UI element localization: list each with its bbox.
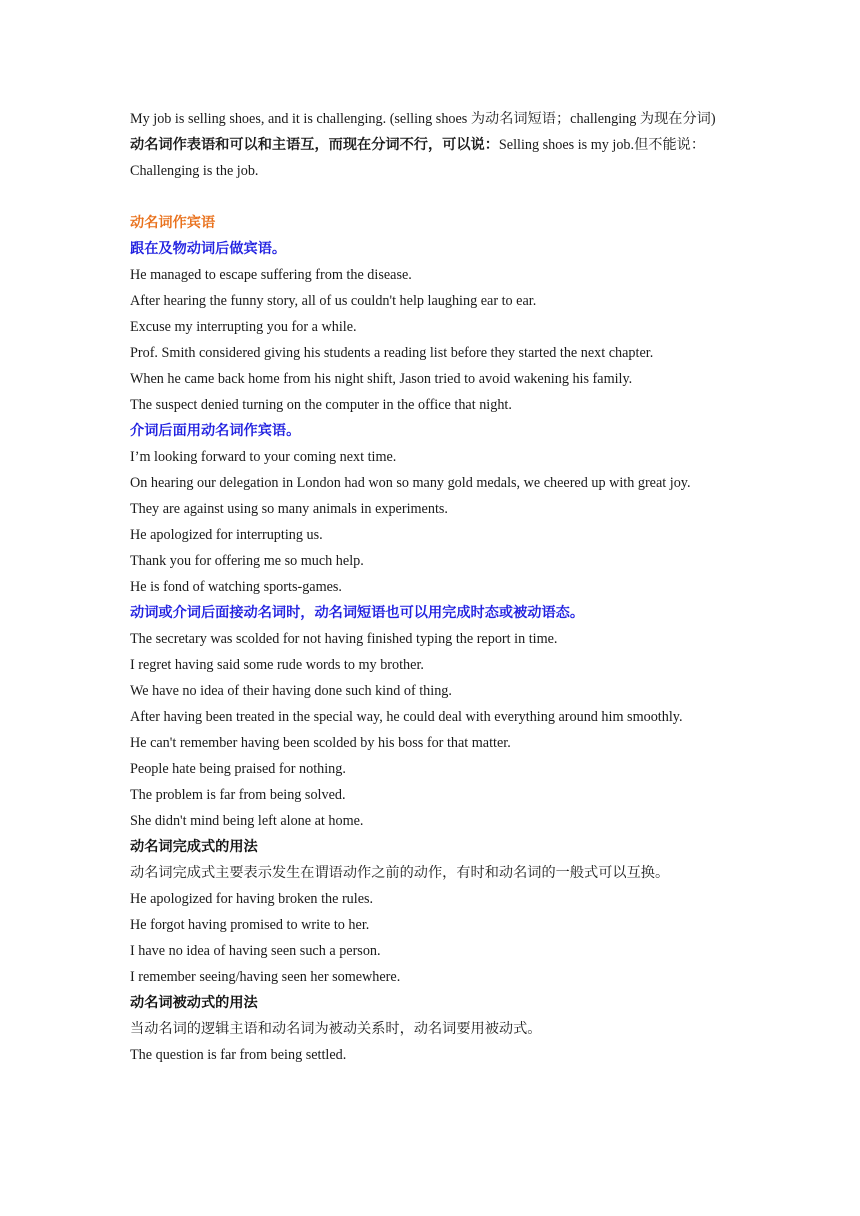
section-heading-object: 动名词作宾语 (130, 215, 216, 231)
example-sentence: I regret having said some rude words to my brother. (130, 657, 424, 673)
section-description-passive: 当动名词的逻辑主语和动名词为被动关系时，动名词要用被动式。 (130, 1021, 542, 1037)
example-sentence: On hearing our delegation in London had won so many gold medals, we cheered up with great joy. (130, 475, 691, 491)
example-sentence: The secretary was scolded for not having finished typing the report in time. (130, 631, 558, 647)
example-sentence: He is fond of watching sports-games. (130, 579, 342, 595)
example-sentence: He managed to escape suffering from the disease. (130, 267, 412, 283)
section-heading-passive: 动名词被动式的用法 (130, 995, 258, 1011)
example-sentence: The problem is far from being solved. (130, 787, 346, 803)
example-sentence: She didn't mind being left alone at home. (130, 813, 364, 829)
example-list-preposition (130, 444, 734, 600)
intro-paragraph-1: My job is selling shoes, and it is challenging. (selling shoes 为动名词短语；challenging 为现在分词) (130, 111, 716, 127)
example-sentence: After having been treated in the special way, he could deal with everything around him smoothly. (130, 709, 683, 725)
example-list-perfect-passive (130, 626, 734, 834)
example-sentence: He forgot having promised to write to her. (130, 917, 370, 933)
example-sentence: We have no idea of their having done such kind of thing. (130, 683, 452, 699)
example-sentence: After hearing the funny story, all of us couldn't help laughing ear to ear. (130, 293, 537, 309)
intro-paragraph-2 (130, 132, 734, 184)
intro-rest-text: Selling shoes is my job.但不能说：Challenging is the job. (130, 137, 706, 179)
spacer (130, 184, 734, 210)
example-sentence: Prof. Smith considered giving his students a reading list before they started the next chapter. (130, 345, 654, 361)
document-page (130, 106, 734, 1068)
example-list-transitive (130, 262, 734, 418)
example-sentence: He apologized for having broken the rules. (130, 891, 374, 907)
example-sentence: When he came back home from his night shift, Jason tried to avoid wakening his family. (130, 371, 633, 387)
example-sentence: I remember seeing/having seen her somewhere. (130, 969, 401, 985)
example-sentence: I have no idea of having seen such a person. (130, 943, 381, 959)
example-sentence: Excuse my interrupting you for a while. (130, 319, 357, 335)
section-description-perfect: 动名词完成式主要表示发生在谓语动作之前的动作，有时和动名词的一般式可以互换。 (130, 865, 670, 881)
example-sentence: The question is far from being settled. (130, 1047, 347, 1063)
subheading-preposition: 介词后面用动名词作宾语。 (130, 423, 301, 439)
intro-bold-text: 动名词作表语和可以和主语互，而现在分词不行，可以说： (130, 137, 499, 153)
example-list-passive (130, 1042, 734, 1068)
example-sentence: I’m looking forward to your coming next time. (130, 449, 397, 465)
example-sentence: They are against using so many animals in experiments. (130, 501, 448, 517)
example-sentence: People hate being praised for nothing. (130, 761, 346, 777)
example-list-perfect (130, 886, 734, 990)
example-sentence: Thank you for offering me so much help. (130, 553, 364, 569)
section-heading-perfect: 动名词完成式的用法 (130, 839, 258, 855)
example-sentence: The suspect denied turning on the computer in the office that night. (130, 397, 512, 413)
example-sentence: He can't remember having been scolded by his boss for that matter. (130, 735, 511, 751)
subheading-transitive-verb: 跟在及物动词后做宾语。 (130, 241, 287, 257)
subheading-perfect-passive: 动词或介词后面接动名词时，动名词短语也可以用完成时态或被动语态。 (130, 605, 585, 621)
example-sentence: He apologized for interrupting us. (130, 527, 323, 543)
